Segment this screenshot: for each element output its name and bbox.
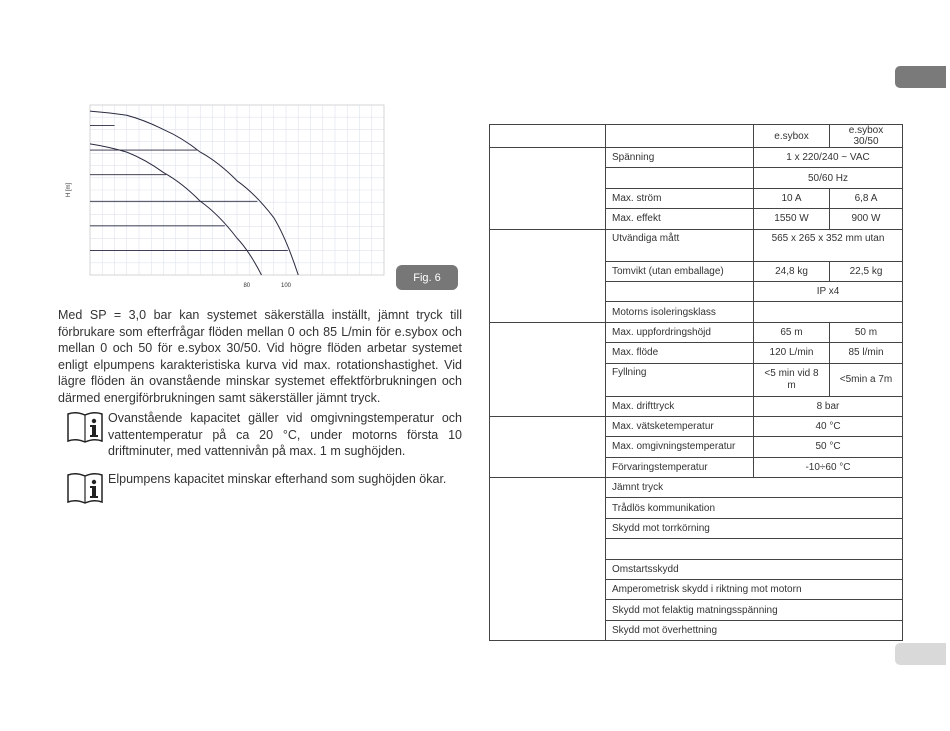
info-note-1-text: Ovanstående kapacitet gäller vid omgivningstemperatur och vattentemperatur på ca 20 °C, under motorns första 10 driftminuter, med vattennivån på max. 1 m sughöjden.: [108, 411, 462, 458]
table-row: [490, 478, 903, 498]
table-cell: [490, 125, 606, 148]
row-value-a: 65 m: [754, 322, 830, 342]
table-group-cell: [490, 229, 606, 322]
row-label: Skydd mot felaktig matningsspänning: [606, 600, 903, 620]
row-value: 50 °C: [754, 437, 903, 457]
row-label: Max. effekt: [606, 209, 754, 229]
row-label: Max. drifttryck: [606, 396, 754, 416]
table-group-cell: [490, 416, 606, 477]
row-label: Trådlös kommunikation: [606, 498, 903, 518]
row-value: IP x4: [754, 281, 903, 301]
table-row: [490, 148, 903, 168]
row-label: Motorns isoleringsklass: [606, 302, 754, 322]
row-label: Fyllning: [606, 363, 754, 396]
row-value-b: 6,8 A: [830, 188, 903, 208]
column-header: e.sybox: [754, 125, 830, 148]
table-row: [490, 229, 903, 261]
row-label: Spänning: [606, 148, 754, 168]
row-value-b: 50 m: [830, 322, 903, 342]
row-value: [754, 302, 903, 322]
section-tab: [895, 643, 946, 665]
row-label: Tomvikt (utan emballage): [606, 261, 754, 281]
table-row: [490, 322, 903, 342]
section-tab-active: [895, 66, 946, 88]
technical-specs-table: [489, 124, 903, 641]
row-value-b: <5min a 7m: [830, 363, 903, 396]
row-label: Skydd mot torrkörning: [606, 518, 903, 538]
y-axis-label: H [m]: [66, 182, 72, 198]
info-note-2-text: Elpumpens kapacitet minskar efterhand som sughöjden ökar.: [108, 472, 447, 486]
row-value: 8 bar: [754, 396, 903, 416]
row-value-b: 85 l/min: [830, 343, 903, 363]
row-value-a: 24,8 kg: [754, 261, 830, 281]
figure-badge: Fig. 6: [396, 265, 458, 290]
x-tick-label: 80: [243, 283, 251, 289]
row-label: Max. ström: [606, 188, 754, 208]
row-value-a: 1550 W: [754, 209, 830, 229]
row-value: -10÷60 °C: [754, 457, 903, 477]
info-book-icon: [66, 471, 104, 505]
row-label: Skydd mot överhettning: [606, 620, 903, 640]
row-value-a: <5 min vid 8 m: [754, 363, 830, 396]
row-value: 1 x 220/240 ~ VAC: [754, 148, 903, 168]
row-label: Max. omgivningstemperatur: [606, 437, 754, 457]
row-label: Jämnt tryck: [606, 478, 903, 498]
table-cell: [606, 125, 754, 148]
row-label: Utvändiga mått: [606, 229, 754, 261]
row-label: Max. vätsketemperatur: [606, 416, 754, 436]
row-value-a: 10 A: [754, 188, 830, 208]
row-label: Amperometrisk skydd i riktning mot motorn: [606, 580, 903, 600]
row-label: [606, 281, 754, 301]
body-paragraph: Med SP = 3,0 bar kan systemet säkerställa inställt, jämnt tryck till förbrukare som efterfrågar flöden mellan 0 och 85 L/min för e.sybox och mellan 0 och 50 för e.sybox 30/50. Vid högre flöden arbetar systemet enligt elpumpens karakteristiska kurva vid max. rotationshastighet. Vid lägre flöden än ovanstående minskar systemet effektförbrukningen och därmed energiförbrukningen samt säkerställer jämnt tryck.: [58, 308, 462, 405]
table-group-cell: [490, 478, 606, 641]
row-value-b: 900 W: [830, 209, 903, 229]
row-label: Förvaringstemperatur: [606, 457, 754, 477]
info-book-icon: [66, 410, 104, 444]
table-group-cell: [490, 148, 606, 230]
table-group-cell: [490, 322, 606, 416]
row-value: 50/60 Hz: [754, 168, 903, 188]
row-value-a: 120 L/min: [754, 343, 830, 363]
row-value: 565 x 265 x 352 mm utan: [754, 229, 903, 261]
row-label: Omstartsskydd: [606, 559, 903, 579]
row-label: Max. flöde: [606, 343, 754, 363]
x-tick-label: 100: [280, 283, 292, 289]
table-header-row: [490, 125, 903, 148]
column-header: e.sybox 30/50: [830, 125, 903, 148]
row-label: Max. uppfordringshöjd: [606, 322, 754, 342]
row-label: [606, 168, 754, 188]
chart-grid: [90, 105, 384, 275]
pump-curve-chart: [60, 100, 390, 295]
row-value-b: 22,5 kg: [830, 261, 903, 281]
x-axis-ticks: [243, 283, 291, 289]
table-row: [490, 416, 903, 436]
row-value: 40 °C: [754, 416, 903, 436]
row-label: [606, 539, 903, 559]
